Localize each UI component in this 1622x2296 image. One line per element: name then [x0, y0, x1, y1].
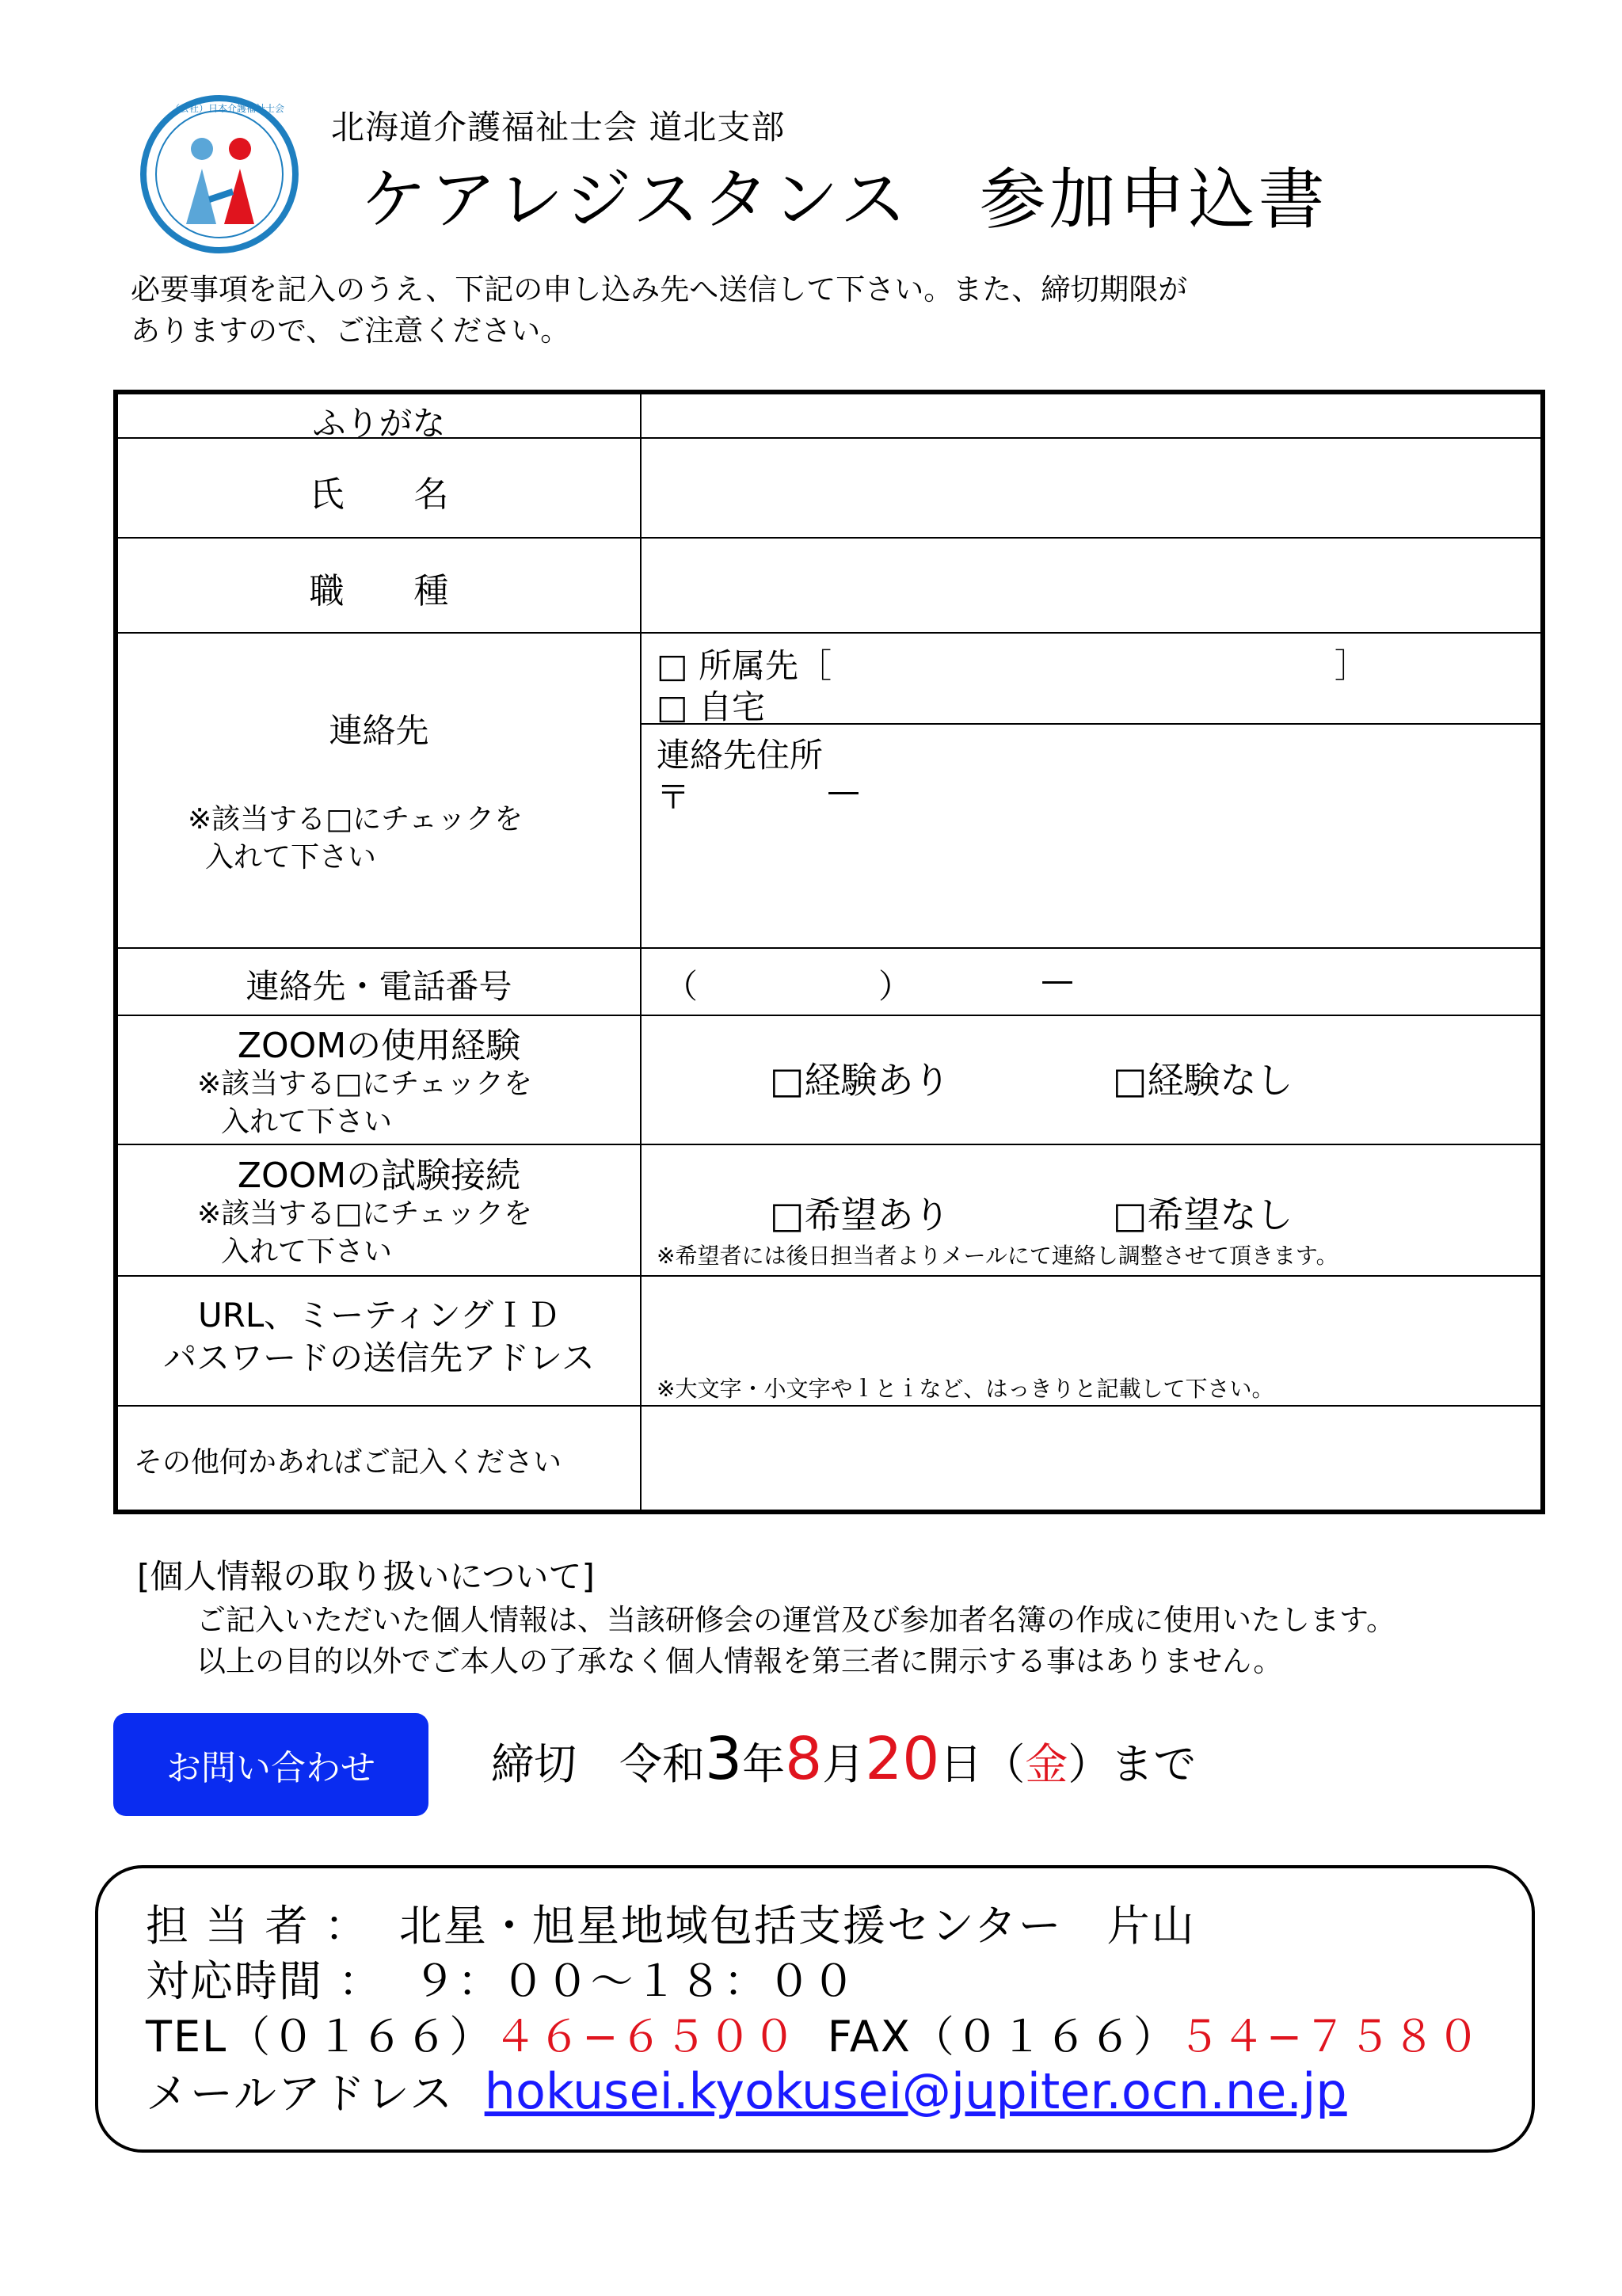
zoom-test-yes-checkbox[interactable]: □希望あり [770, 1194, 950, 1236]
row-divider [118, 1144, 1540, 1145]
name-label: 氏 名 [309, 474, 449, 515]
deadline-day-unit: 日（ [939, 1739, 1026, 1789]
phone-close-paren: ） [878, 967, 912, 1006]
inquiry-button[interactable]: お問い合わせ [113, 1713, 428, 1816]
intro-text [131, 269, 1398, 352]
furigana-label: ふりがな [312, 404, 446, 443]
association-logo [139, 93, 301, 256]
email-input[interactable] [642, 1277, 1540, 1369]
contact-note: ※該当する□にチェックを [188, 803, 524, 836]
contact-hours-label: 対応時間 ： [146, 1956, 383, 2006]
deadline-weekday: 金 [1025, 1739, 1068, 1789]
deadline-month: 8 [785, 1725, 823, 1793]
affiliation-bracket: ］ [1335, 646, 1369, 685]
row-divider [118, 1015, 1540, 1016]
deadline-month-unit: 月 [822, 1739, 866, 1789]
intro-line-2: ありますので、ご注意ください。 [131, 314, 570, 348]
email-link[interactable]: hokusei.kyokusei@jupiter.ocn.ne.jp [484, 2062, 1347, 2120]
zoom-experience-note: 入れて下さい [221, 1106, 393, 1138]
contact-phone-row [146, 2003, 1481, 2064]
zoom-test-no-checkbox[interactable]: □希望なし [1113, 1194, 1293, 1236]
column-divider [640, 394, 642, 1510]
deadline-suffix: ）まで [1068, 1739, 1197, 1789]
home-checkbox[interactable]: □ 自宅 [657, 687, 766, 726]
intro-line-1: 必要事項を記入のうえ、下記の申し込み先へ送信して下さい。また、締切期限が [131, 272, 1188, 307]
deadline-prefix: 締切 令和 [491, 1739, 705, 1789]
row-divider [118, 537, 1540, 539]
page-title: ケアレジスタンス 参加申込書 [360, 161, 1328, 238]
url-footnote: ※大文字・小文字やｌとｉなど、はっきりと記載して下さい。 [657, 1376, 1274, 1402]
zoom-experience-no-checkbox[interactable]: □経験なし [1113, 1059, 1293, 1102]
postal-dash: — [827, 771, 860, 810]
phone-label: 連絡先・電話番号 [246, 967, 512, 1006]
job-label: 職 種 [309, 571, 449, 611]
contact-email-row [146, 2060, 1347, 2121]
fax-number: ５４−７５８０ [1177, 2012, 1482, 2062]
contact-hours-value: ９：００～１８：００ [413, 1956, 857, 2006]
deadline-day: 20 [865, 1725, 940, 1793]
privacy-line-1: ご記入いただいた個人情報は、当該研修会の運営及び参加者名簿の作成に使用いたします。 [196, 1603, 1396, 1637]
contact-person-label: 担 当 者 ： [146, 1901, 369, 1951]
row-divider [118, 632, 1540, 634]
row-divider [640, 723, 1540, 725]
address-label: 連絡先住所 [657, 736, 824, 775]
affiliation-checkbox[interactable]: □ 所属先［ [657, 646, 832, 685]
contact-hours-row [146, 1948, 857, 2009]
contact-note: 入れて下さい [205, 841, 377, 874]
contact-label: 連絡先 [329, 711, 429, 750]
privacy-line-2: 以上の目的以外でご本人の了承なく個人情報を第三者に開示する事はありません。 [196, 1644, 1283, 1678]
deadline [491, 1725, 1196, 1793]
contact-box [95, 1865, 1535, 2153]
deadline-year-unit: 年 [742, 1739, 786, 1789]
zoom-test-note: 入れて下さい [221, 1236, 393, 1268]
zoom-experience-note: ※該当する□にチェックを [197, 1068, 533, 1100]
contact-person-value: 北星・旭星地域包括支援センター 片山 [398, 1901, 1196, 1951]
deadline-year: 3 [705, 1725, 743, 1793]
zoom-experience-yes-checkbox[interactable]: □経験あり [770, 1059, 950, 1102]
zoom-test-label: ZOOMの試験接続 [237, 1156, 521, 1196]
tel-number: ４６−６５００ [493, 2012, 798, 2062]
other-input[interactable] [642, 1407, 1540, 1510]
row-divider [118, 947, 1540, 949]
tel-label: TEL（０１６６） [146, 2012, 494, 2062]
phone-dash: — [1041, 961, 1074, 1000]
row-divider [118, 1405, 1540, 1407]
url-label: URL、ミーティングＩＤ [197, 1296, 561, 1335]
organization-name: 北海道介護福祉士会 道北支部 [331, 108, 786, 147]
address-input[interactable] [642, 806, 1540, 945]
contact-person-row [146, 1892, 1196, 1953]
phone-open-paren: （ [664, 967, 699, 1006]
fax-label: FAX（０１６６） [827, 2012, 1178, 2062]
privacy-heading: [個人情報の取り扱いについて] [137, 1557, 595, 1596]
postal-mark: 〒 [657, 778, 691, 817]
email-label: メールアドレス [146, 2069, 455, 2119]
zoom-test-note: ※該当する□にチェックを [197, 1197, 533, 1230]
url-label: パスワードの送信先アドレス [163, 1338, 595, 1377]
other-label: その他何かあればご記入ください [134, 1446, 562, 1479]
privacy-text [196, 1600, 1395, 1682]
name-input[interactable] [642, 440, 1540, 535]
row-divider [118, 1275, 1540, 1277]
zoom-test-footnote: ※希望者には後日担当者よりメールにて連絡し調整させて頂きます。 [657, 1243, 1338, 1269]
job-input[interactable] [642, 539, 1540, 630]
logo-text: （公社）日本介護福祉士会 [170, 103, 285, 114]
application-form [113, 390, 1545, 1514]
zoom-experience-label: ZOOMの使用経験 [237, 1026, 521, 1066]
